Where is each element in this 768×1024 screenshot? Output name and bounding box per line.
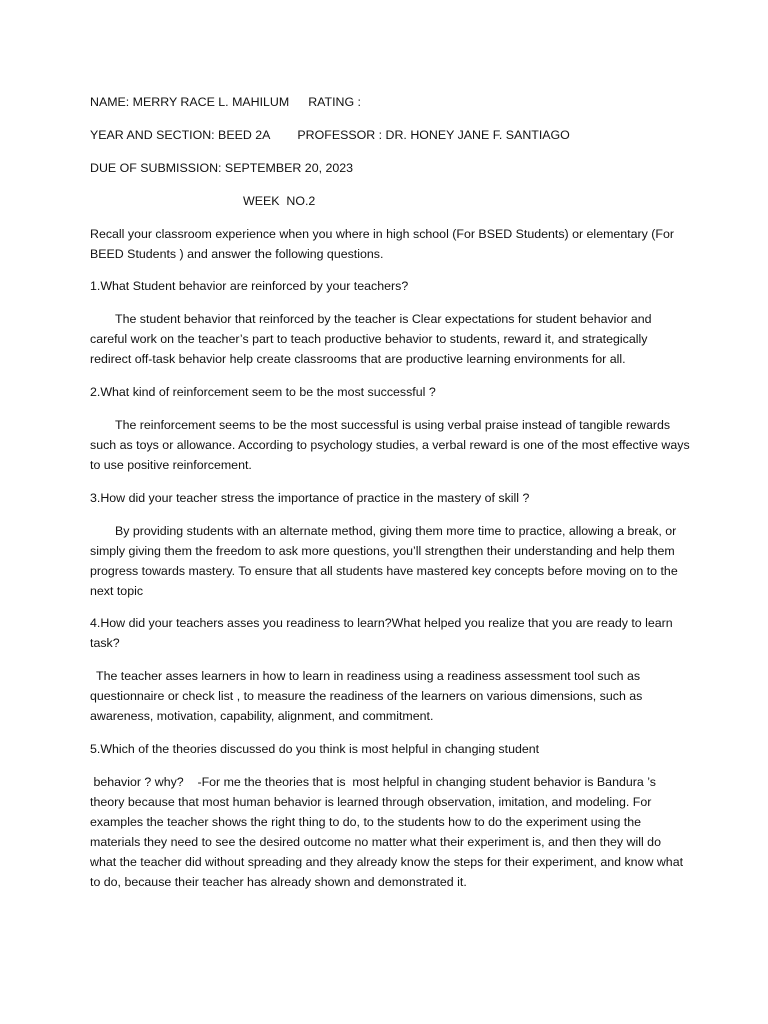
question-3: 3.How did your teacher stress the importance of practice in the mastery of skill ?: [90, 491, 530, 505]
answer-3: By providing students with an alternate method, giving them more time to practice, allowing a break, or simply giving them the freedom to ask more questions, you’ll strengthen their understanding and help them progress towards mastery. To ensure that all students have mastered key concepts before moving on to the next topic: [90, 524, 678, 598]
answer-1: The student behavior that reinforced by the teacher is Clear expectations for student behavior and careful work on the teacher’s part to teach productive behavior to students, reward it, and strategically redirect off-task behavior help create classrooms that are productive learning environments for all.: [90, 312, 652, 366]
answer-5: behavior ? why? -For me the theories that is most helpful in changing student behavior is Bandura ’s theory because that most human behavior is learned through observation, imitation, and modeling. For examples the teacher shows the right thing to do, to the students how to do the experiment using the materials they need to see the desired outcome no matter what their experiment is, and then they will do what the teacher did without spreading and they already know the steps for their experiment, and know what to do, because their teacher has already shown and demonstrated it.: [90, 775, 687, 889]
rating-label: RATING :: [308, 95, 361, 109]
due-date: DUE OF SUBMISSION: SEPTEMBER 20, 2023: [90, 161, 354, 175]
question-4: 4.How did your teachers asses you readiness to learn?What helped you realize that you are ready to learn task?: [90, 616, 673, 650]
student-name: NAME: MERRY RACE L. MAHILUM: [90, 95, 290, 109]
question-2: 2.What kind of reinforcement seem to be the most successful ?: [90, 385, 436, 399]
answer-2: The reinforcement seems to be the most successful is using verbal praise instead of tangible rewards such as toys or allowance. According to psychology studies, a verbal reward is one of the most effective ways to use positive reinforcement.: [90, 418, 690, 472]
question-1: 1.What Student behavior are reinforced by your teachers?: [90, 279, 409, 293]
year-section: YEAR AND SECTION: BEED 2A: [90, 128, 271, 142]
header-section-row: [90, 125, 570, 145]
answer-4: The teacher asses learners in how to learn in readiness using a readiness assessment tool such as questionnaire or check list , to measure the readiness of the learners on various dimensions, such as awareness, motivation, capability, alignment, and commitment.: [90, 669, 643, 723]
question-5: 5.Which of the theories discussed do you think is most helpful in changing student: [90, 742, 540, 756]
intro-paragraph: Recall your classroom experience when you where in high school (For BSED Students) or elementary (For BEED Students ) and answer the following questions.: [90, 227, 674, 261]
week-number: WEEK NO.2: [243, 194, 316, 208]
header-name-row: [90, 92, 361, 112]
professor-name: PROFESSOR : DR. HONEY JANE F. SANTIAGO: [297, 128, 570, 142]
